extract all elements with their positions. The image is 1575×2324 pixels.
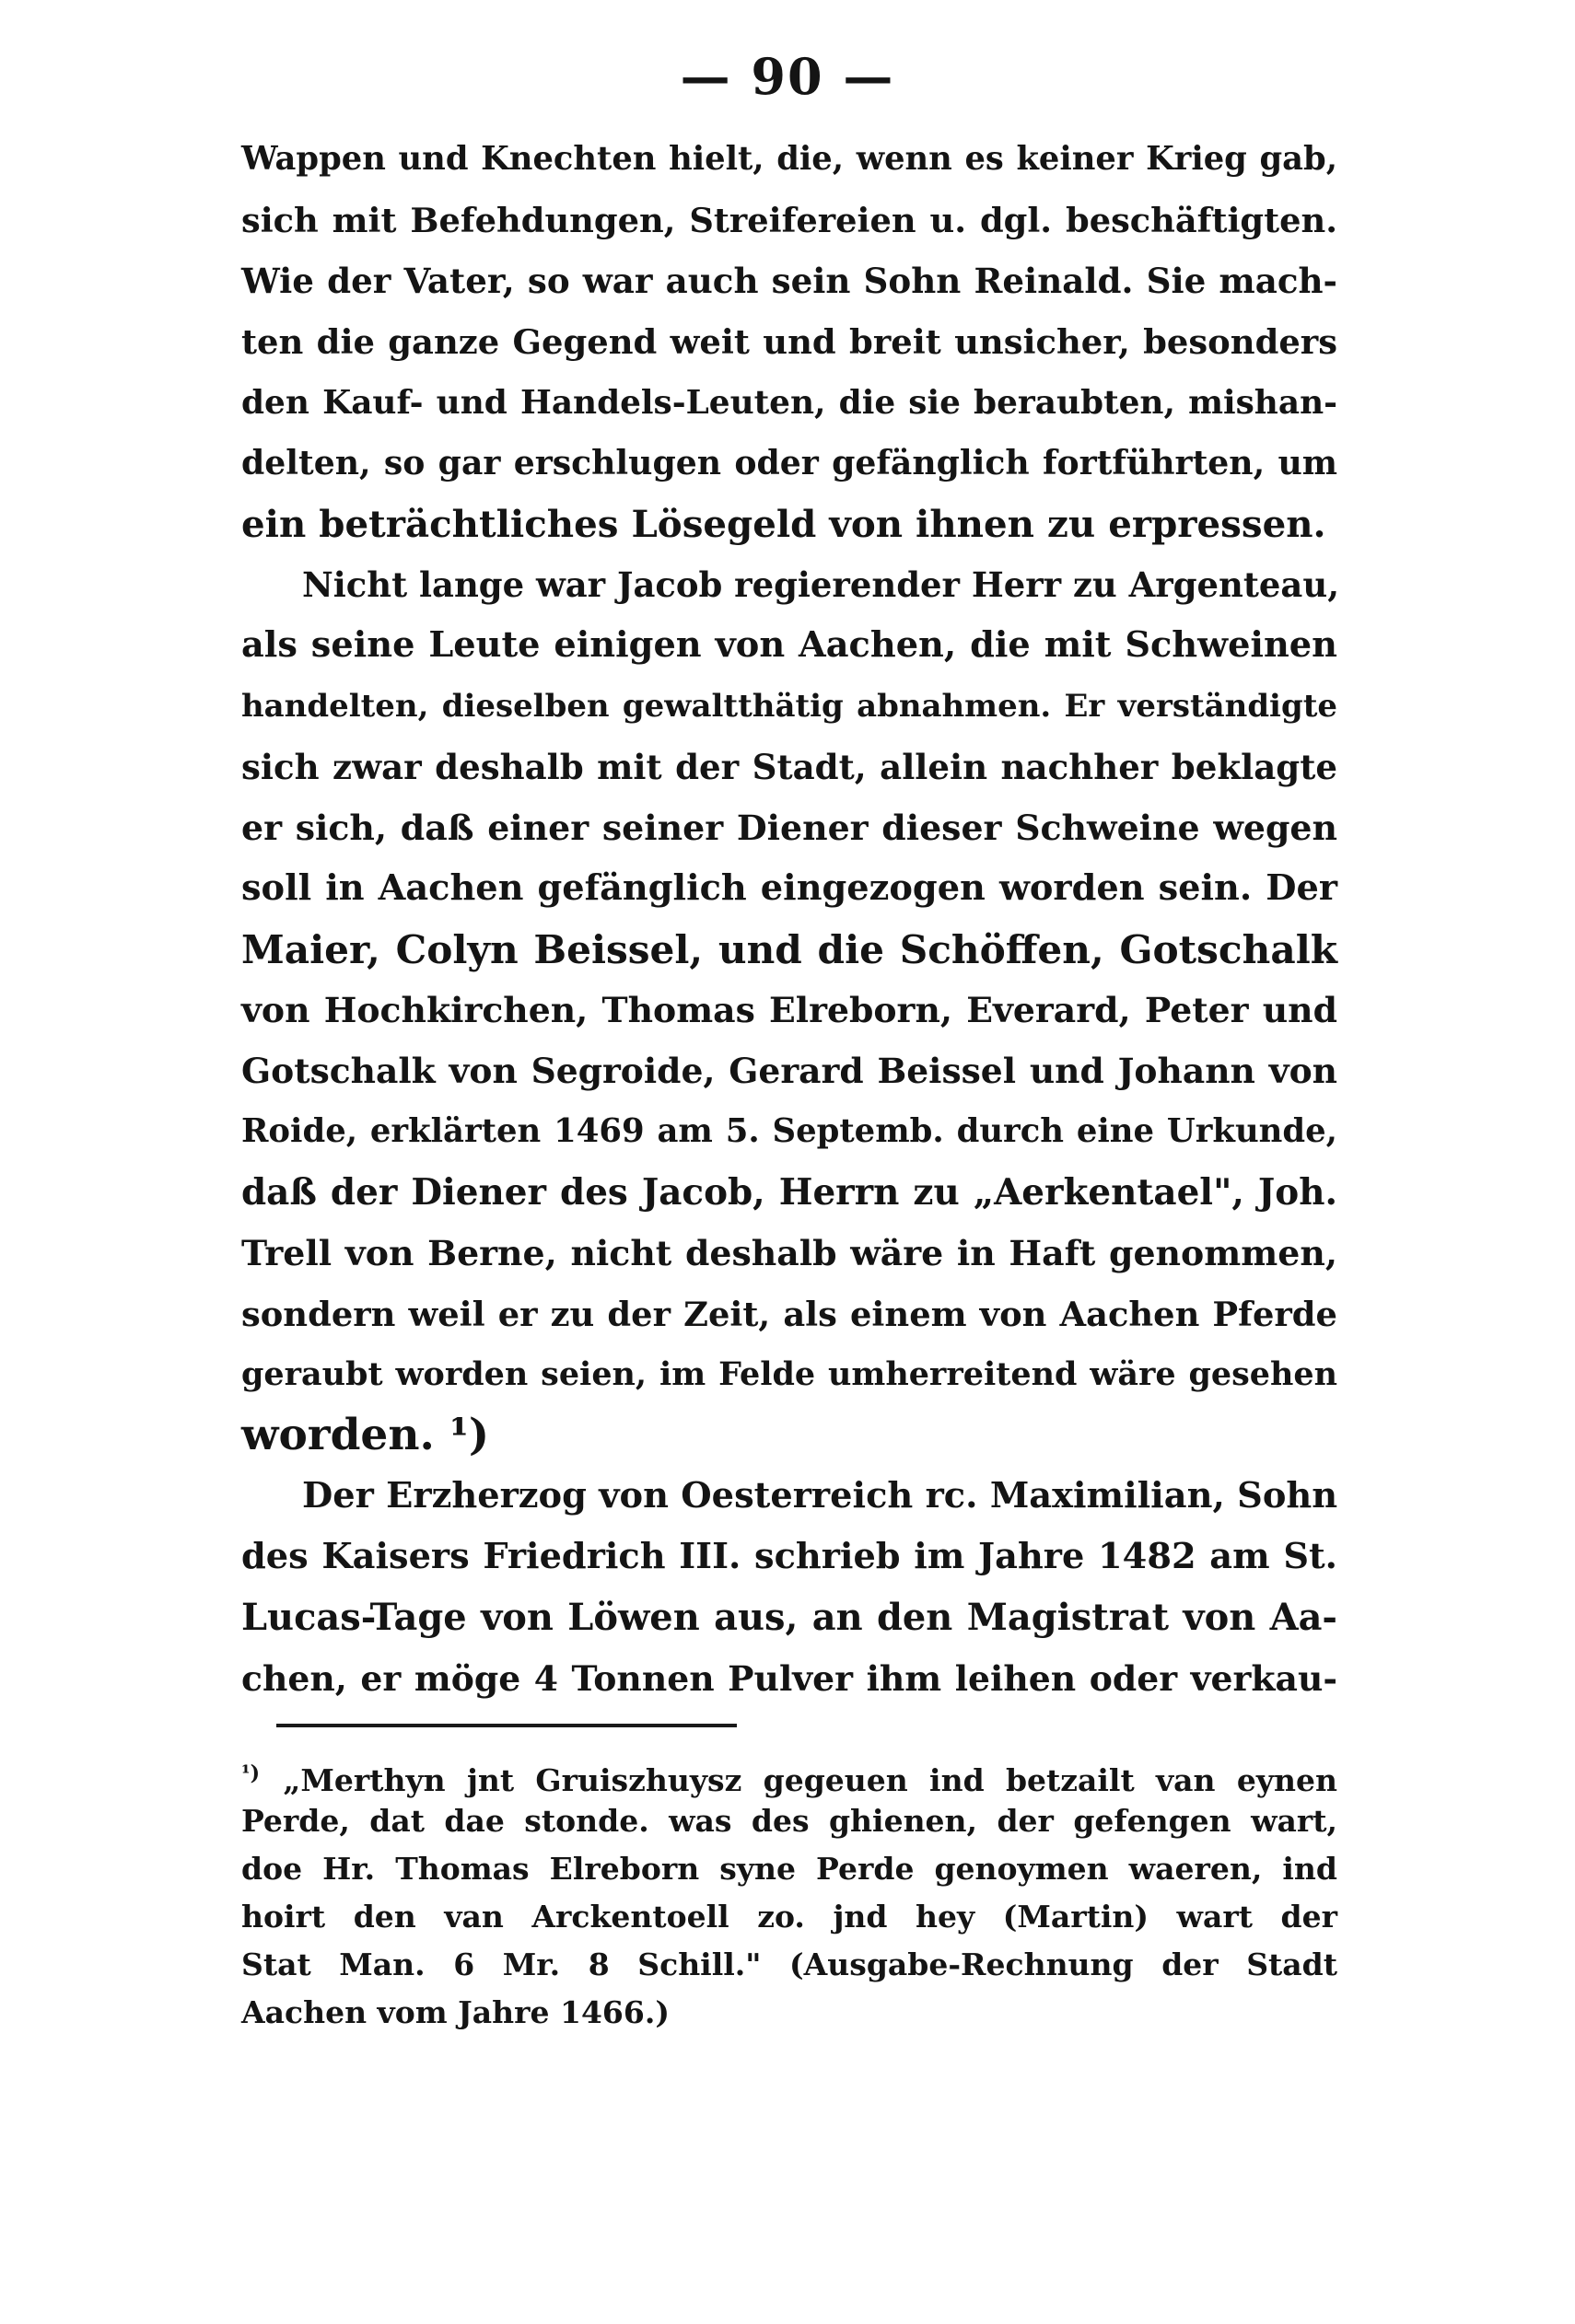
- footnote-divider: [276, 1724, 737, 1727]
- text-line: chen, er möge 4 Tonnen Pulver ihm leihen oder verkau-: [241, 1658, 1337, 1699]
- text-line: Trell von Berne, nicht deshalb wäre in Haft genommen,: [241, 1232, 1337, 1273]
- text-line: Wappen und Knechten hielt, die, wenn es keiner Krieg gab,: [241, 140, 1337, 178]
- text-line: sich zwar deshalb mit der Stadt, allein nachher beklagte: [241, 747, 1337, 787]
- text-line: sondern weil er zu der Zeit, als einem von Aachen Pferde: [241, 1294, 1337, 1334]
- footnote-line: Perde, dat dae stonde. was des ghienen, der gefengen wart,: [241, 1803, 1337, 1839]
- footnote-line: hoirt den van Arckentoell zo. jnd hey (Martin) wart der: [241, 1899, 1337, 1935]
- body-text: [241, 129, 1340, 1709]
- text-line: Der Erzherzog von Oesterreich rc. Maximilian, Sohn: [302, 1475, 1338, 1516]
- text-line: Maier, Colyn Beissel, und die Schöffen, Gotschalk: [241, 926, 1337, 972]
- text-line: Nicht lange war Jacob regierender Herr zu Argenteau,: [302, 564, 1340, 605]
- footnote-line: [241, 1749, 1337, 1797]
- text-line: als seine Leute einigen von Aachen, die mit Schweinen: [241, 624, 1337, 666]
- text-line: ten die ganze Gegend weit und breit unsicher, besonders: [241, 321, 1337, 362]
- footnote-line-text: „Merthyn jnt Gruiszhuysz gegeuen ind betzailt van eynen: [283, 1762, 1337, 1798]
- text-line: Roide, erklärten 1469 am 5. Septemb. durch eine Urkunde,: [241, 1112, 1337, 1150]
- text-line: Gotschalk von Segroide, Gerard Beissel und Johann von: [241, 1051, 1337, 1091]
- text-line: sich mit Befehdungen, Streifereien u. dgl. beschäftigten.: [241, 200, 1337, 240]
- text-line: von Hochkirchen, Thomas Elreborn, Everard, Peter und: [241, 990, 1337, 1030]
- text-line: handelten, dieselben gewaltthätig abnahmen. Er verständigte: [241, 688, 1337, 725]
- text-line: des Kaisers Friedrich III. schrieb im Jahre 1482 am St.: [241, 1536, 1337, 1577]
- text-line: den Kauf- und Handels-Leuten, die sie beraubten, mishan-: [241, 383, 1337, 422]
- text-line: worden. ¹): [241, 1410, 490, 1460]
- text-line: soll in Aachen gefänglich eingezogen worden sein. Der: [241, 867, 1337, 909]
- text-line: Lucas-Tage von Löwen aus, an den Magistrat von Aa-: [241, 1597, 1337, 1639]
- text-line: Wie der Vater, so war auch sein Sohn Reinald. Sie mach-: [241, 261, 1337, 301]
- page-number: — 90 —: [680, 47, 895, 106]
- text-line: geraubt worden seien, im Felde umherreitend wäre gesehen: [241, 1355, 1337, 1393]
- footnote-line: doe Hr. Thomas Elreborn syne Perde genoymen waeren, ind: [241, 1851, 1337, 1887]
- text-line: er sich, daß einer seiner Diener dieser Schweine wegen: [241, 807, 1337, 848]
- text-line: daß der Diener des Jacob, Herrn zu „Aerkentael", Joh.: [241, 1171, 1337, 1214]
- footnote: [241, 1749, 1337, 2037]
- footnote-marker: ¹): [241, 1761, 261, 1785]
- footnote-line: Aachen vom Jahre 1466.): [241, 1994, 670, 2030]
- text-line: ein beträchtliches Lösegeld von ihnen zu erpressen.: [241, 502, 1326, 546]
- text-line: delten, so gar erschlugen oder gefänglich fortführten, um: [241, 443, 1337, 482]
- footnote-line: Stat Man. 6 Mr. 8 Schill." (Ausgabe-Rechnung der Stadt: [241, 1946, 1337, 1982]
